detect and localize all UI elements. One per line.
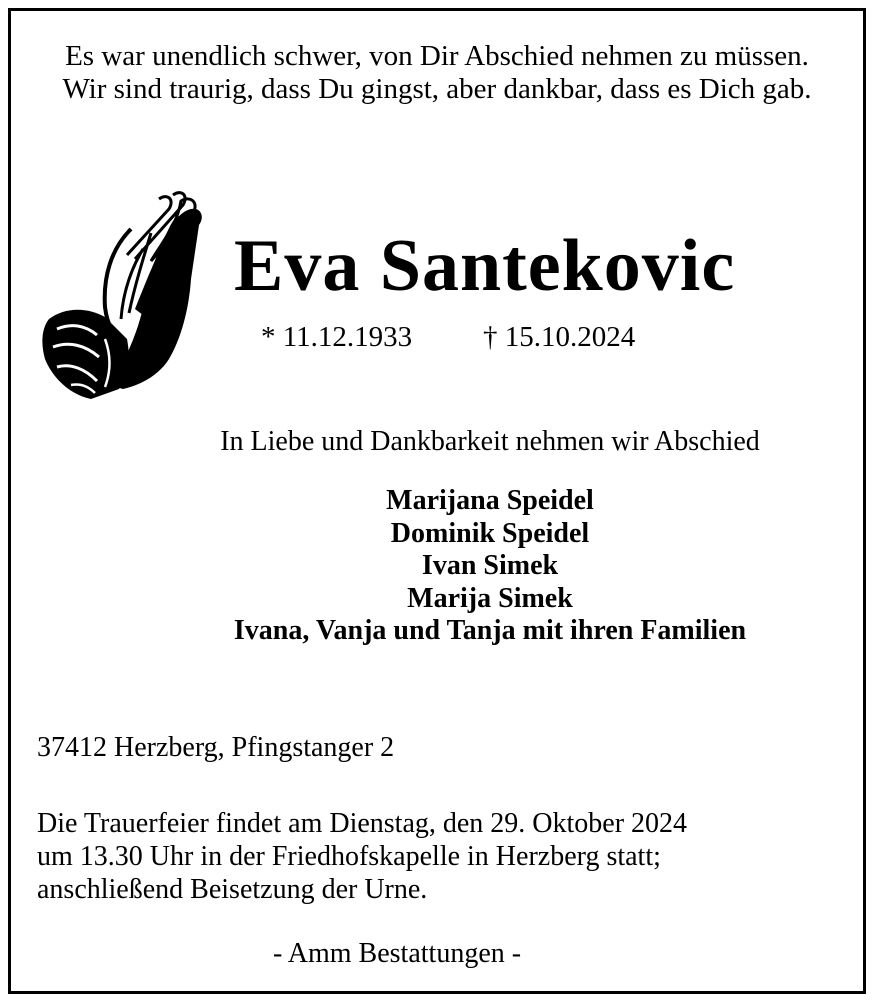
- mourner-name: Ivan Simek: [421, 550, 559, 581]
- mourner-name: Dominik Speidel: [390, 517, 590, 549]
- ceremony-line-3: anschließend Beisetzung der Urne.: [37, 874, 428, 905]
- funeral-home: - Amm Bestattungen -: [273, 938, 522, 969]
- ceremony-line-2: um 13.30 Uhr in der Friedhofskapelle in Herzberg statt;: [37, 841, 661, 872]
- verse-line-2: Wir sind traurig, dass Du gingst, aber dankbar, dass es Dich gab.: [62, 73, 812, 105]
- farewell-intro: In Liebe und Dankbarkeit nehmen wir Abschied: [220, 426, 760, 457]
- address: 37412 Herzberg, Pfingstanger 2: [37, 732, 395, 763]
- ceremony-line-1: Die Trauerfeier findet am Dienstag, den 29. Oktober 2024: [37, 808, 688, 839]
- mourner-name: Ivana, Vanja und Tanja mit ihren Familien: [233, 615, 747, 646]
- mourner-name: Marija Simek: [407, 582, 573, 614]
- deceased-name: Eva Santekovic: [234, 225, 736, 307]
- death-date: † 15.10.2024: [483, 321, 636, 353]
- verse-line-1: Es war unendlich schwer, von Dir Abschied nehmen zu müssen.: [65, 40, 809, 72]
- mourner-name: Marijana Speidel: [386, 485, 594, 516]
- birth-date: * 11.12.1933: [261, 321, 413, 353]
- praying-hands-icon: [31, 189, 211, 404]
- mourners-list: [11, 485, 874, 648]
- obituary-notice: [8, 8, 866, 994]
